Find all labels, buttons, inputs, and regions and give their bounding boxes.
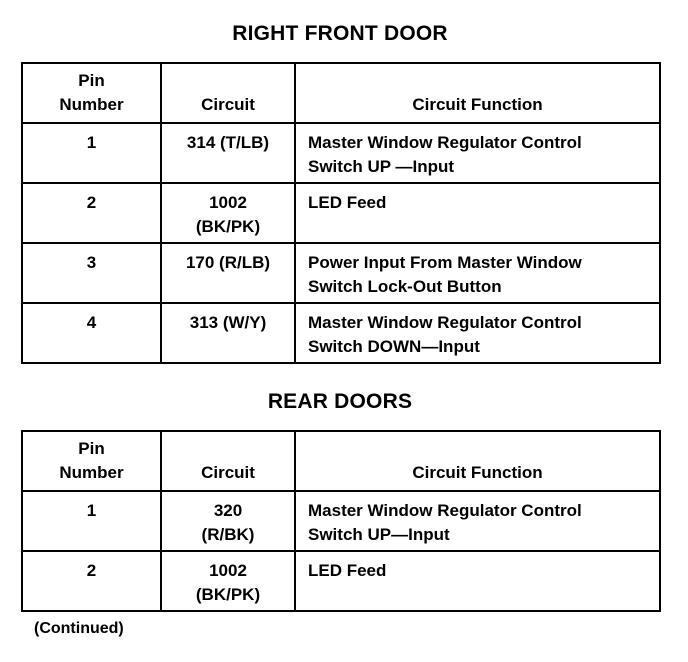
circuit-function-cell: LED Feed <box>295 551 660 611</box>
table-row <box>22 183 660 243</box>
circuit-cell: 1002 (BK/PK) <box>161 551 295 611</box>
table-row <box>22 303 660 363</box>
header-pin-number: Pin Number <box>22 63 161 123</box>
header-circuit: Circuit <box>161 63 295 123</box>
section-title-rear-doors: REAR DOORS <box>267 390 413 413</box>
continued-note: (Continued) <box>34 620 124 637</box>
circuit-cell: 314 (T/LB) <box>161 123 295 183</box>
right-front-door-table <box>21 62 661 364</box>
circuit-cell: 320 (R/BK) <box>161 491 295 551</box>
table-row <box>22 551 660 611</box>
pin-number-cell: 4 <box>22 303 161 363</box>
circuit-function-cell: Master Window Regulator Control Switch UP —Input <box>295 123 660 183</box>
pin-number-cell: 2 <box>22 551 161 611</box>
pin-number-cell: 1 <box>22 123 161 183</box>
circuit-function-cell: Power Input From Master Window Switch Lock-Out Button <box>295 243 660 303</box>
circuit-function-cell: LED Feed <box>295 183 660 243</box>
circuit-function-cell: Master Window Regulator Control Switch DOWN—Input <box>295 303 660 363</box>
pin-number-cell: 3 <box>22 243 161 303</box>
circuit-cell: 313 (W/Y) <box>161 303 295 363</box>
table-header-row <box>22 431 660 491</box>
pin-number-cell: 1 <box>22 491 161 551</box>
table-header-row <box>22 63 660 123</box>
header-circuit-function: Circuit Function <box>295 63 660 123</box>
header-pin-number: Pin Number <box>22 431 161 491</box>
circuit-function-cell: Master Window Regulator Control Switch UP—Input <box>295 491 660 551</box>
header-circuit-function: Circuit Function <box>295 431 660 491</box>
table-row <box>22 491 660 551</box>
section-title-right-front-door: RIGHT FRONT DOOR <box>232 22 448 45</box>
circuit-cell: 1002 (BK/PK) <box>161 183 295 243</box>
circuit-cell: 170 (R/LB) <box>161 243 295 303</box>
pin-number-cell: 2 <box>22 183 161 243</box>
table-row <box>22 123 660 183</box>
rear-doors-table <box>21 430 661 612</box>
table-row <box>22 243 660 303</box>
header-circuit: Circuit <box>161 431 295 491</box>
